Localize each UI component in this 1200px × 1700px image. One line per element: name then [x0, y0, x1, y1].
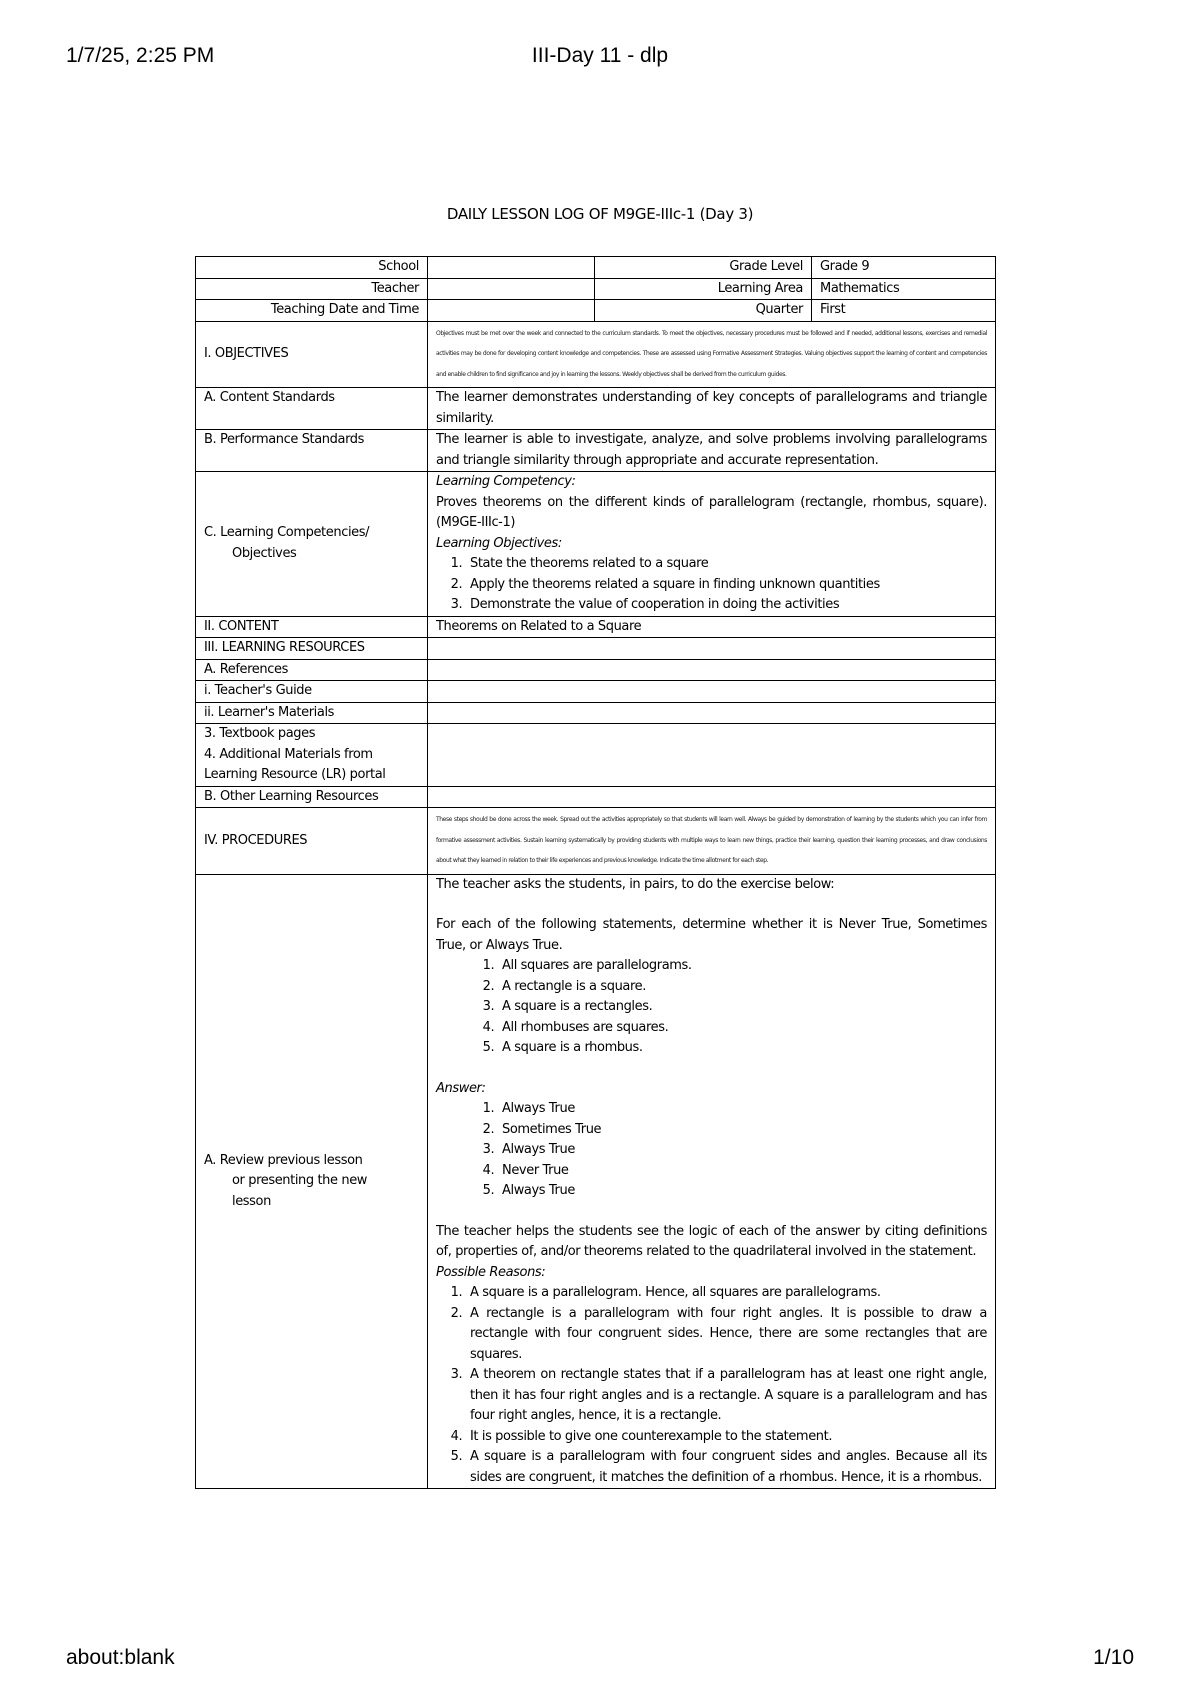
review-row [196, 874, 996, 1489]
procedures-note: These steps should be done across the week. Spread out the activities appropriately so that students will learn well. Always be guided by demonstration of learning by the students which you can infer from formative assessment activities. Sustain learning systematically by providing students with multiple ways to learn new things, practice their learning, question their learning processes, and draw conclusions about what they learned in relation to their life experiences and previous knowledge. Indicate the time allotment for each step. [428, 808, 996, 875]
competency-heading: Learning Competency: [436, 474, 576, 489]
list-item: 4. All rhombuses are squares. [498, 1018, 987, 1039]
school-row [196, 257, 996, 279]
school-label: School [196, 257, 428, 279]
teacher-row [196, 278, 996, 300]
school-value [428, 257, 595, 279]
content-row [196, 616, 996, 638]
quarter-label: Quarter [595, 300, 812, 322]
learning-area-label: Learning Area [595, 278, 812, 300]
review-label-line3: lesson [232, 1193, 271, 1209]
teachers-guide-label: i. Teacher's Guide [196, 681, 428, 703]
competencies-label-line1: C. Learning Competencies/ [204, 525, 370, 541]
logic-text: The teacher helps the students see the logic of each of the answer by citing definitions of, properties of, and/or theorems related to the quadrilateral involved in the statement. [436, 1223, 987, 1259]
other-resources-value [428, 786, 996, 808]
print-url: about:blank [66, 1646, 175, 1669]
learners-materials-value [428, 702, 996, 724]
performance-standards-label: B. Performance Standards [196, 430, 428, 472]
print-doc-title: III-Day 11 - dlp [531, 44, 669, 67]
list-item: 5. Always True [498, 1181, 987, 1202]
answer-heading: Answer: [436, 1080, 486, 1096]
reasons-heading: Possible Reasons: [436, 1264, 546, 1280]
teaching-date-label: Teaching Date and Time [196, 300, 428, 322]
references-label: A. References [196, 659, 428, 681]
performance-standards-row [196, 430, 996, 472]
list-item: 1. A square is a parallelogram. Hence, all squares are parallelograms. [466, 1283, 987, 1304]
content-value: Theorems on Related to a Square [428, 616, 996, 638]
date-row [196, 300, 996, 322]
objectives-row [196, 321, 996, 388]
textbook-cell [196, 724, 428, 787]
review-intro: The teacher asks the students, in pairs, to do the exercise below: [436, 876, 835, 892]
competencies-row [196, 472, 996, 617]
list-item: 2. A rectangle is a parallelogram with four right angles. It is possible to draw a rectangle with four congruent sides. Hence, there are some rectangles that are squares. [466, 1304, 987, 1366]
learning-area-value: Mathematics [812, 278, 996, 300]
review-label-line2: or presenting the new [232, 1173, 368, 1188]
review-cell [428, 874, 996, 1489]
list-item: 4. Never True [498, 1161, 987, 1182]
quarter-value: First [812, 300, 996, 322]
performance-standards-text: The learner is able to investigate, analyze, and solve problems involving parallelograms and triangle similarity through appropriate and accurate representation. [428, 430, 996, 472]
competency-text: Proves theorems on the different kinds of parallelogram (rectangle, rhombus, square). (M9GE-IIIc-1) [436, 494, 987, 530]
review-label [196, 874, 428, 1489]
print-datetime: 1/7/25, 2:25 PM [66, 44, 215, 67]
teachers-guide-value [428, 681, 996, 703]
grade-level-value: Grade 9 [812, 257, 996, 279]
list-item: 5. A square is a rhombus. [498, 1038, 987, 1059]
procedures-label: IV. PROCEDURES [196, 808, 428, 875]
objectives-list [436, 554, 987, 616]
additional-materials-label: 4. Additional Materials from Learning Resource (LR) portal [204, 746, 386, 782]
learning-resources-row [196, 638, 996, 660]
objectives-heading: Learning Objectives: [436, 535, 562, 551]
list-item: 2. Sometimes True [498, 1120, 987, 1141]
objectives-label: I. OBJECTIVES [196, 321, 428, 388]
teaching-date-value [428, 300, 595, 322]
document-title: DAILY LESSON LOG OF M9GE-IIIc-1 (Day 3) [446, 205, 754, 223]
review-label-line1: A. Review previous lesson [204, 1152, 363, 1168]
learners-materials-row [196, 702, 996, 724]
list-item: 3. Demonstrate the value of cooperation in doing the activities [466, 595, 987, 616]
competencies-label [196, 472, 428, 617]
content-standards-text: The learner demonstrates understanding of key concepts of parallelograms and triangle similarity. [428, 388, 996, 430]
textbook-row [196, 724, 996, 787]
teacher-value [428, 278, 595, 300]
list-item: 4. It is possible to give one counterexample to the statement. [466, 1427, 987, 1448]
list-item: 2. Apply the theorems related a square in finding unknown quantities [466, 575, 987, 596]
competencies-cell [428, 472, 996, 617]
list-item: 2. A rectangle is a square. [498, 977, 987, 998]
teachers-guide-row [196, 681, 996, 703]
reasons-list [436, 1283, 987, 1488]
content-standards-label: A. Content Standards [196, 388, 428, 430]
list-item: 3. A theorem on rectangle states that if a parallelogram has at least one right angle, then it has four right angles and is a rectangle. A square is a parallelogram and has four right angles, hence, it is a rectangle. [466, 1365, 987, 1427]
other-resources-label: B. Other Learning Resources [196, 786, 428, 808]
learners-materials-label: ii. Learner's Materials [196, 702, 428, 724]
references-row [196, 659, 996, 681]
objectives-note: Objectives must be met over the week and connected to the curriculum standards. To meet the objectives, necessary procedures must be followed and if needed, additional lessons, exercises and remedial activities may be done for developing content knowledge and competencies. These are assessed using Formative Assessment Strategies. Valuing objectives support the learning of content and competencies and enable children to find significance and joy in learning the lessons. Weekly objectives shall be derived from the curriculum guides. [428, 321, 996, 388]
grade-level-label: Grade Level [595, 257, 812, 279]
textbook-label: 3. Textbook pages [204, 726, 316, 741]
other-resources-row [196, 786, 996, 808]
textbook-value [428, 724, 996, 787]
list-item: 1. State the theorems related to a square [466, 554, 987, 575]
content-label: II. CONTENT [196, 616, 428, 638]
learning-resources-label: III. LEARNING RESOURCES [196, 638, 428, 660]
statements-list [436, 956, 987, 1059]
learning-resources-value [428, 638, 996, 660]
list-item: 5. A square is a parallelogram with four congruent sides and angles. Because all its sides are congruent, it matches the definition of a rhombus. Hence, it is a rhombus. [466, 1447, 987, 1488]
references-value [428, 659, 996, 681]
competencies-label-line2: Objectives [232, 545, 297, 561]
content-standards-row [196, 388, 996, 430]
list-item: 3. Always True [498, 1140, 987, 1161]
answers-list [436, 1099, 987, 1202]
procedures-row [196, 808, 996, 875]
teacher-label: Teacher [196, 278, 428, 300]
list-item: 1. Always True [498, 1099, 987, 1120]
review-instruction: For each of the following statements, determine whether it is Never True, Sometimes True, or Always True. [436, 917, 987, 953]
print-page-number: 1/10 [1093, 1646, 1134, 1669]
lesson-log-table [195, 256, 996, 1489]
list-item: 1. All squares are parallelograms. [498, 956, 987, 977]
list-item: 3. A square is a rectangles. [498, 997, 987, 1018]
